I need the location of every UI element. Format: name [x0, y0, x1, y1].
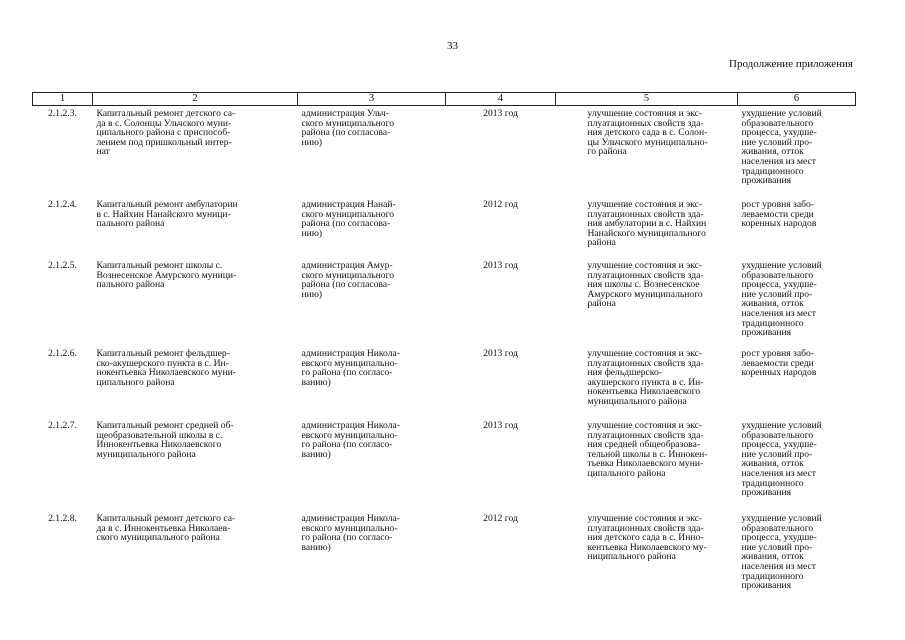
consequence: ухудшение условий образовательного процесса, ухудше- ние условий про- живания, отток населения из мест традиционного проживания [741, 260, 822, 339]
measure-name: Капитальный ремонт средней об- щеобразовательной школы в с. Иннокентьевка Николаевского муниципального района [96, 420, 234, 460]
consequence: ухудшение условий образовательного процесса, ухудше- ние условий про- живания, отток населения из мест традиционного проживания [741, 420, 822, 499]
year: 2013 год [483, 260, 518, 271]
executor: администрация Никола- евского муниципально- го района (по согласо- ванию) [301, 348, 400, 388]
executor: администрация Никола- евского муниципально- го района (по согласо- ванию) [301, 513, 400, 553]
measure-name: Капитальный ремонт детского са- да в с. Иннокентьевка Николаев- ского муниципального района [96, 513, 236, 544]
measure-name: Капитальный ремонт детского са- да в с. Солонцы Ульчского муни- ципального района с приспособ- лением под пришкольный интер- нат [96, 108, 236, 158]
item-number: 2.1.2.6. [48, 348, 77, 359]
expected-result: улучшение состояния и экс- плуатационных свойств зда- ния амбулатории в с. Найхин Нанайского муниципального района [587, 199, 707, 249]
executor: администрация Ульч- ского муниципального района (по согласова- нию) [301, 108, 395, 148]
year: 2012 год [483, 199, 518, 210]
item-number: 2.1.2.5. [48, 260, 77, 271]
consequence: ухудшение условий образовательного процесса, ухудше- ние условий про- живания, отток населения из мест традиционного проживания [741, 108, 822, 187]
item-number: 2.1.2.4. [48, 199, 77, 210]
table-row [33, 418, 856, 511]
executor: администрация Амур- ского муниципального района (по согласова- нию) [301, 260, 395, 300]
column-number: 3 [298, 93, 446, 106]
table-row [33, 258, 856, 346]
consequence: рост уровня забо- леваемости среди коренных народов [741, 348, 817, 379]
expected-result: улучшение состояния и экс- плуатационных свойств зда- ния школы с. Вознесенское Амурского муниципального района [587, 260, 704, 310]
item-number: 2.1.2.3. [48, 108, 77, 119]
appendix-table [32, 92, 856, 602]
column-number: 5 [556, 93, 738, 106]
column-number: 2 [93, 93, 298, 106]
executor: администрация Нанай- ского муниципального района (по согласова- нию) [301, 199, 396, 239]
consequence: рост уровня забо- леваемости среди коренных народов [741, 199, 817, 230]
column-number: 4 [446, 93, 556, 106]
table-row [33, 197, 856, 258]
continuation-note: Продолжение приложения [729, 58, 853, 70]
table-row [33, 511, 856, 602]
expected-result: улучшение состояния и экс- плуатационных свойств зда- ния детского сада в с. Инно- кентьевка Николаевского му- ниципального района [587, 513, 707, 563]
expected-result: улучшение состояния и экс- плуатационных свойств зда- ния фельдшерско- акушерского пункта в с. Ин- нокентьевка Николаевского муниципального района [587, 348, 704, 407]
year: 2013 год [483, 108, 518, 119]
table-row [33, 346, 856, 418]
page-number: 33 [447, 40, 458, 52]
expected-result: улучшение состояния и экс- плуатационных свойств зда- ния средней общеобразова- тельной школы в с. Иннокен- тьевка Николаевского муни- ципального района [587, 420, 708, 479]
item-number: 2.1.2.7. [48, 420, 77, 431]
expected-result: улучшение состояния и экс- плуатационных свойств зда- ния детского сада в с. Солон- цы Ульчского муниципально- го района [587, 108, 708, 158]
consequence: ухудшение условий образовательного процесса, ухудше- ние условий про- живания, отток населения из мест традиционного проживания [741, 513, 822, 592]
executor: администрация Никола- евского муниципально- го района (по согласо- ванию) [301, 420, 400, 460]
table-row [33, 106, 856, 198]
measure-name: Капитальный ремонт школы с. Вознесенское Амурского муници- пального района [96, 260, 237, 291]
measure-name: Капитальный ремонт фельдшер- ско-акушерского пункта в с. Ин- нокентьевка Николаевского муни- ципального района [96, 348, 236, 388]
year: 2013 год [483, 348, 518, 359]
year: 2012 год [483, 513, 518, 524]
measure-name: Капитальный ремонт амбулатории в с. Найхин Нанайского муници- пального района [96, 199, 238, 230]
column-number: 1 [33, 93, 93, 106]
column-number-row [33, 93, 856, 106]
year: 2013 год [483, 420, 518, 431]
item-number: 2.1.2.8. [48, 513, 77, 524]
column-number: 6 [738, 93, 856, 106]
